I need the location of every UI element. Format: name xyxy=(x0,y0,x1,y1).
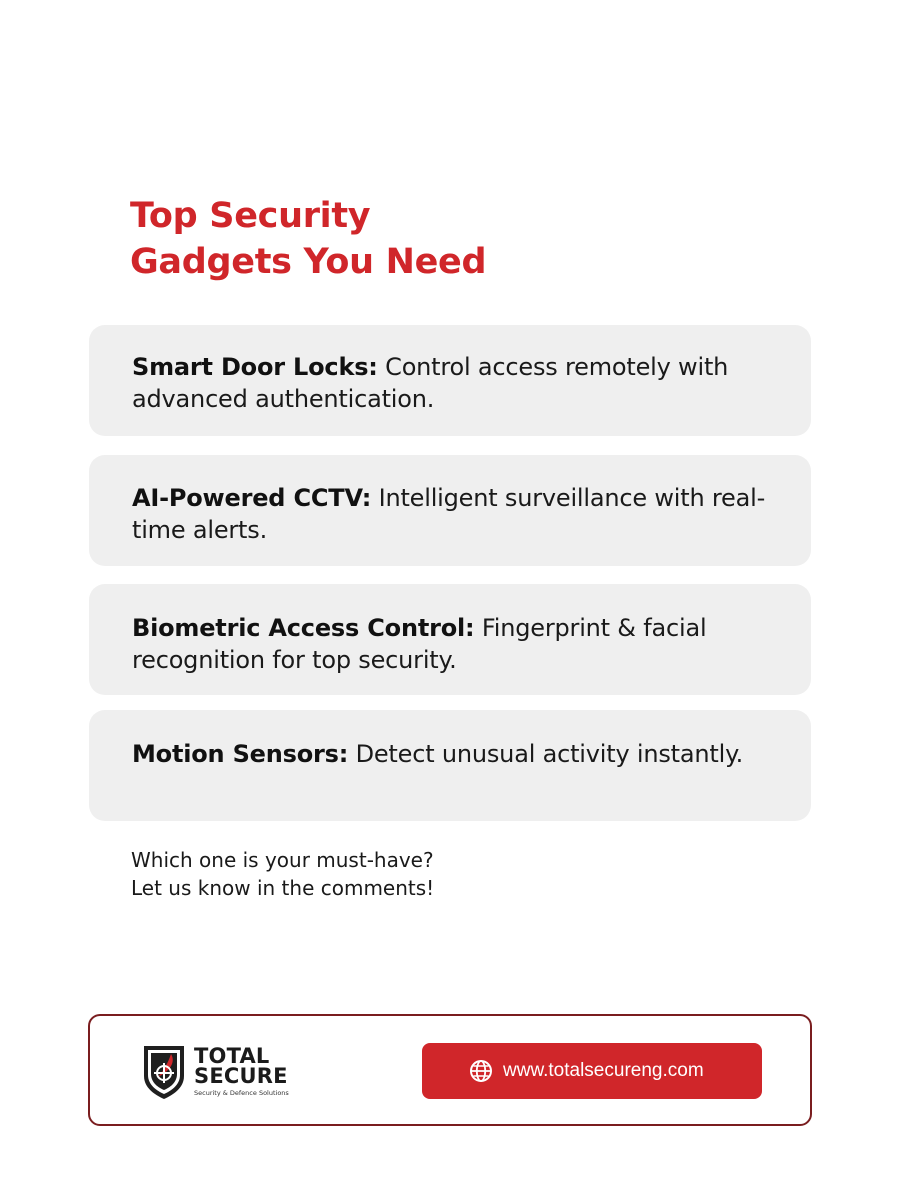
globe-icon xyxy=(469,1059,493,1083)
gadget-name: Biometric Access Control: xyxy=(132,614,475,642)
page-title-line-1: Top Security xyxy=(130,196,371,236)
website-link-button[interactable] xyxy=(422,1043,762,1099)
gadget-name: Smart Door Locks: xyxy=(132,353,378,381)
gadget-name: Motion Sensors: xyxy=(132,740,349,768)
call-to-action-line-1: Which one is your must-have? xyxy=(131,848,434,872)
call-to-action xyxy=(131,846,434,902)
page-title xyxy=(130,193,486,285)
gadget-card-ai-powered-cctv xyxy=(89,455,811,566)
gadget-description: Intelligent surveillance with real-time alerts. xyxy=(132,484,766,544)
gadget-description: Detect unusual activity instantly. xyxy=(348,740,744,768)
gadget-name: AI-Powered CCTV: xyxy=(132,484,372,512)
website-url: www.totalsecureng.com xyxy=(503,1060,704,1081)
page-title-line-2: Gadgets You Need xyxy=(130,242,487,282)
logo-wordmark-line-2: SECURE xyxy=(194,1064,288,1088)
footer-banner xyxy=(88,1014,812,1126)
gadget-description: Fingerprint & facial recognition for top security. xyxy=(132,614,707,674)
company-logo xyxy=(140,1042,320,1100)
logo-tagline: Security & Defence Solutions xyxy=(194,1089,289,1097)
call-to-action-line-2: Let us know in the comments! xyxy=(131,876,435,900)
logo-wordmark-line-1: TOTAL xyxy=(194,1044,270,1068)
gadget-card-motion-sensors xyxy=(89,710,811,821)
shield-logo-icon xyxy=(140,1042,188,1100)
gadget-description: Control access remotely with advanced authentication. xyxy=(132,353,729,413)
gadget-card-biometric-access-control xyxy=(89,584,811,695)
gadget-card-smart-door-locks xyxy=(89,325,811,436)
